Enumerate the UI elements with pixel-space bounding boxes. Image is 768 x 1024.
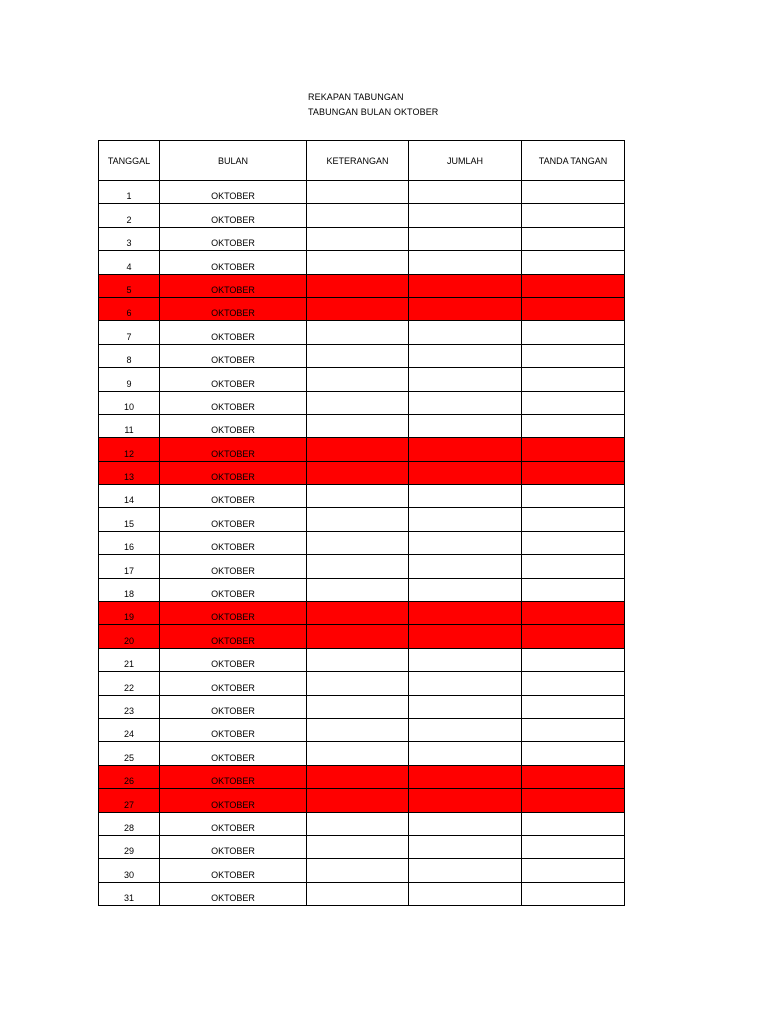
table-row: [99, 835, 625, 858]
cell-tanda-tangan[interactable]: [522, 578, 625, 601]
cell-jumlah[interactable]: [409, 297, 522, 320]
cell-jumlah[interactable]: [409, 742, 522, 765]
cell-jumlah[interactable]: [409, 859, 522, 882]
cell-tanggal: 11: [99, 414, 160, 437]
table-row: [99, 368, 625, 391]
cell-bulan: OKTOBER: [160, 742, 307, 765]
cell-tanggal: 6: [99, 297, 160, 320]
table-row: [99, 251, 625, 274]
cell-tanda-tangan[interactable]: [522, 321, 625, 344]
cell-keterangan[interactable]: [307, 414, 409, 437]
cell-keterangan[interactable]: [307, 344, 409, 367]
cell-keterangan[interactable]: [307, 181, 409, 204]
document-header: [308, 90, 438, 120]
table-row: [99, 485, 625, 508]
table-row: [99, 204, 625, 227]
cell-tanda-tangan[interactable]: [522, 204, 625, 227]
cell-jumlah[interactable]: [409, 718, 522, 741]
table-row: [99, 391, 625, 414]
cell-jumlah[interactable]: [409, 204, 522, 227]
cell-tanggal: 29: [99, 835, 160, 858]
cell-tanda-tangan[interactable]: [522, 485, 625, 508]
cell-keterangan[interactable]: [307, 438, 409, 461]
cell-bulan: OKTOBER: [160, 789, 307, 812]
cell-tanda-tangan[interactable]: [522, 882, 625, 905]
cell-tanda-tangan[interactable]: [522, 859, 625, 882]
cell-keterangan[interactable]: [307, 695, 409, 718]
cell-keterangan[interactable]: [307, 485, 409, 508]
column-header-bulan: BULAN: [160, 141, 307, 181]
cell-bulan: OKTOBER: [160, 414, 307, 437]
cell-keterangan[interactable]: [307, 625, 409, 648]
cell-tanggal: 1: [99, 181, 160, 204]
table-row: [99, 461, 625, 484]
cell-tanggal: 16: [99, 531, 160, 554]
cell-jumlah[interactable]: [409, 672, 522, 695]
cell-jumlah[interactable]: [409, 578, 522, 601]
cell-bulan: OKTOBER: [160, 391, 307, 414]
cell-jumlah[interactable]: [409, 368, 522, 391]
cell-keterangan[interactable]: [307, 531, 409, 554]
cell-keterangan[interactable]: [307, 391, 409, 414]
cell-bulan: OKTOBER: [160, 578, 307, 601]
cell-tanggal: 27: [99, 789, 160, 812]
cell-jumlah[interactable]: [409, 251, 522, 274]
cell-keterangan[interactable]: [307, 602, 409, 625]
cell-bulan: OKTOBER: [160, 859, 307, 882]
cell-tanggal: 13: [99, 461, 160, 484]
cell-keterangan[interactable]: [307, 789, 409, 812]
cell-tanggal: 14: [99, 485, 160, 508]
cell-tanda-tangan[interactable]: [522, 672, 625, 695]
cell-jumlah[interactable]: [409, 531, 522, 554]
cell-keterangan[interactable]: [307, 578, 409, 601]
table-row: [99, 555, 625, 578]
cell-keterangan[interactable]: [307, 882, 409, 905]
cell-jumlah[interactable]: [409, 181, 522, 204]
cell-tanda-tangan[interactable]: [522, 835, 625, 858]
cell-bulan: OKTOBER: [160, 625, 307, 648]
cell-bulan: OKTOBER: [160, 835, 307, 858]
cell-keterangan[interactable]: [307, 835, 409, 858]
cell-tanda-tangan[interactable]: [522, 274, 625, 297]
cell-bulan: OKTOBER: [160, 882, 307, 905]
cell-keterangan[interactable]: [307, 859, 409, 882]
cell-bulan: OKTOBER: [160, 321, 307, 344]
cell-tanda-tangan[interactable]: [522, 181, 625, 204]
cell-keterangan[interactable]: [307, 204, 409, 227]
cell-keterangan[interactable]: [307, 742, 409, 765]
cell-bulan: OKTOBER: [160, 485, 307, 508]
cell-jumlah[interactable]: [409, 555, 522, 578]
cell-tanggal: 22: [99, 672, 160, 695]
cell-tanggal: 2: [99, 204, 160, 227]
cell-bulan: OKTOBER: [160, 508, 307, 531]
table-row: [99, 625, 625, 648]
cell-keterangan[interactable]: [307, 321, 409, 344]
cell-tanda-tangan[interactable]: [522, 438, 625, 461]
cell-jumlah[interactable]: [409, 344, 522, 367]
cell-bulan: OKTOBER: [160, 344, 307, 367]
cell-tanggal: 26: [99, 765, 160, 788]
cell-tanggal: 21: [99, 648, 160, 671]
table-row: [99, 414, 625, 437]
cell-bulan: OKTOBER: [160, 274, 307, 297]
cell-tanggal: 7: [99, 321, 160, 344]
cell-tanda-tangan[interactable]: [522, 227, 625, 250]
table-row: [99, 227, 625, 250]
table-row: [99, 181, 625, 204]
cell-keterangan[interactable]: [307, 555, 409, 578]
cell-bulan: OKTOBER: [160, 438, 307, 461]
cell-tanda-tangan[interactable]: [522, 812, 625, 835]
cell-tanggal: 31: [99, 882, 160, 905]
cell-tanggal: 17: [99, 555, 160, 578]
cell-jumlah[interactable]: [409, 461, 522, 484]
table-row: [99, 812, 625, 835]
cell-tanggal: 23: [99, 695, 160, 718]
table-body: [99, 181, 625, 906]
cell-jumlah[interactable]: [409, 274, 522, 297]
cell-jumlah[interactable]: [409, 391, 522, 414]
table-header-row: [99, 141, 625, 181]
cell-tanda-tangan[interactable]: [522, 297, 625, 320]
cell-keterangan[interactable]: [307, 461, 409, 484]
cell-bulan: OKTOBER: [160, 648, 307, 671]
table-row: [99, 508, 625, 531]
cell-tanggal: 18: [99, 578, 160, 601]
cell-jumlah[interactable]: [409, 508, 522, 531]
cell-tanggal: 12: [99, 438, 160, 461]
cell-jumlah[interactable]: [409, 227, 522, 250]
column-header-tanda-tangan: TANDA TANGAN: [522, 141, 625, 181]
cell-tanda-tangan[interactable]: [522, 555, 625, 578]
cell-tanggal: 3: [99, 227, 160, 250]
cell-tanggal: 15: [99, 508, 160, 531]
cell-tanggal: 19: [99, 602, 160, 625]
cell-keterangan[interactable]: [307, 297, 409, 320]
cell-tanda-tangan[interactable]: [522, 648, 625, 671]
cell-bulan: OKTOBER: [160, 555, 307, 578]
cell-bulan: OKTOBER: [160, 461, 307, 484]
cell-tanggal: 28: [99, 812, 160, 835]
cell-tanggal: 25: [99, 742, 160, 765]
column-header-tanggal: TANGGAL: [99, 141, 160, 181]
cell-keterangan[interactable]: [307, 672, 409, 695]
cell-tanda-tangan[interactable]: [522, 508, 625, 531]
savings-table: [98, 140, 625, 906]
table-row: [99, 438, 625, 461]
table-row: [99, 882, 625, 905]
cell-tanggal: 20: [99, 625, 160, 648]
cell-bulan: OKTOBER: [160, 297, 307, 320]
cell-jumlah[interactable]: [409, 882, 522, 905]
document-subtitle: TABUNGAN BULAN OKTOBER: [308, 107, 439, 117]
cell-bulan: OKTOBER: [160, 602, 307, 625]
document-title: REKAPAN TABUNGAN: [308, 92, 404, 102]
cell-jumlah[interactable]: [409, 321, 522, 344]
table-row: [99, 602, 625, 625]
table-row: [99, 742, 625, 765]
cell-tanda-tangan[interactable]: [522, 625, 625, 648]
cell-bulan: OKTOBER: [160, 718, 307, 741]
cell-tanggal: 8: [99, 344, 160, 367]
cell-bulan: OKTOBER: [160, 368, 307, 391]
cell-tanda-tangan[interactable]: [522, 531, 625, 554]
cell-keterangan[interactable]: [307, 368, 409, 391]
cell-tanda-tangan[interactable]: [522, 251, 625, 274]
cell-tanda-tangan[interactable]: [522, 765, 625, 788]
cell-bulan: OKTOBER: [160, 251, 307, 274]
cell-tanda-tangan[interactable]: [522, 602, 625, 625]
cell-keterangan[interactable]: [307, 812, 409, 835]
column-header-keterangan: KETERANGAN: [307, 141, 409, 181]
cell-jumlah[interactable]: [409, 625, 522, 648]
table-row: [99, 695, 625, 718]
cell-tanda-tangan[interactable]: [522, 414, 625, 437]
cell-bulan: OKTOBER: [160, 812, 307, 835]
cell-tanda-tangan[interactable]: [522, 344, 625, 367]
table-row: [99, 648, 625, 671]
cell-bulan: OKTOBER: [160, 181, 307, 204]
table-row: [99, 531, 625, 554]
cell-tanggal: 9: [99, 368, 160, 391]
table-row: [99, 718, 625, 741]
cell-tanda-tangan[interactable]: [522, 742, 625, 765]
cell-jumlah[interactable]: [409, 602, 522, 625]
cell-tanggal: 24: [99, 718, 160, 741]
cell-tanda-tangan[interactable]: [522, 695, 625, 718]
table-row: [99, 789, 625, 812]
table-row: [99, 344, 625, 367]
cell-keterangan[interactable]: [307, 274, 409, 297]
table-row: [99, 274, 625, 297]
table-row: [99, 578, 625, 601]
column-header-jumlah: JUMLAH: [409, 141, 522, 181]
table-row: [99, 672, 625, 695]
cell-bulan: OKTOBER: [160, 695, 307, 718]
cell-keterangan[interactable]: [307, 648, 409, 671]
cell-tanda-tangan[interactable]: [522, 789, 625, 812]
table-row: [99, 321, 625, 344]
cell-jumlah[interactable]: [409, 414, 522, 437]
cell-jumlah[interactable]: [409, 695, 522, 718]
cell-tanda-tangan[interactable]: [522, 368, 625, 391]
cell-keterangan[interactable]: [307, 508, 409, 531]
table-row: [99, 297, 625, 320]
cell-tanggal: 5: [99, 274, 160, 297]
cell-tanggal: 4: [99, 251, 160, 274]
cell-keterangan[interactable]: [307, 765, 409, 788]
cell-bulan: OKTOBER: [160, 227, 307, 250]
cell-bulan: OKTOBER: [160, 531, 307, 554]
cell-jumlah[interactable]: [409, 812, 522, 835]
cell-tanda-tangan[interactable]: [522, 391, 625, 414]
cell-tanda-tangan[interactable]: [522, 461, 625, 484]
cell-jumlah[interactable]: [409, 485, 522, 508]
cell-keterangan[interactable]: [307, 251, 409, 274]
cell-jumlah[interactable]: [409, 438, 522, 461]
cell-keterangan[interactable]: [307, 718, 409, 741]
cell-bulan: OKTOBER: [160, 765, 307, 788]
cell-jumlah[interactable]: [409, 789, 522, 812]
cell-bulan: OKTOBER: [160, 672, 307, 695]
cell-jumlah[interactable]: [409, 765, 522, 788]
cell-tanggal: 10: [99, 391, 160, 414]
cell-tanda-tangan[interactable]: [522, 718, 625, 741]
cell-jumlah[interactable]: [409, 835, 522, 858]
cell-tanggal: 30: [99, 859, 160, 882]
cell-keterangan[interactable]: [307, 227, 409, 250]
cell-bulan: OKTOBER: [160, 204, 307, 227]
table-row: [99, 765, 625, 788]
table-row: [99, 859, 625, 882]
cell-jumlah[interactable]: [409, 648, 522, 671]
